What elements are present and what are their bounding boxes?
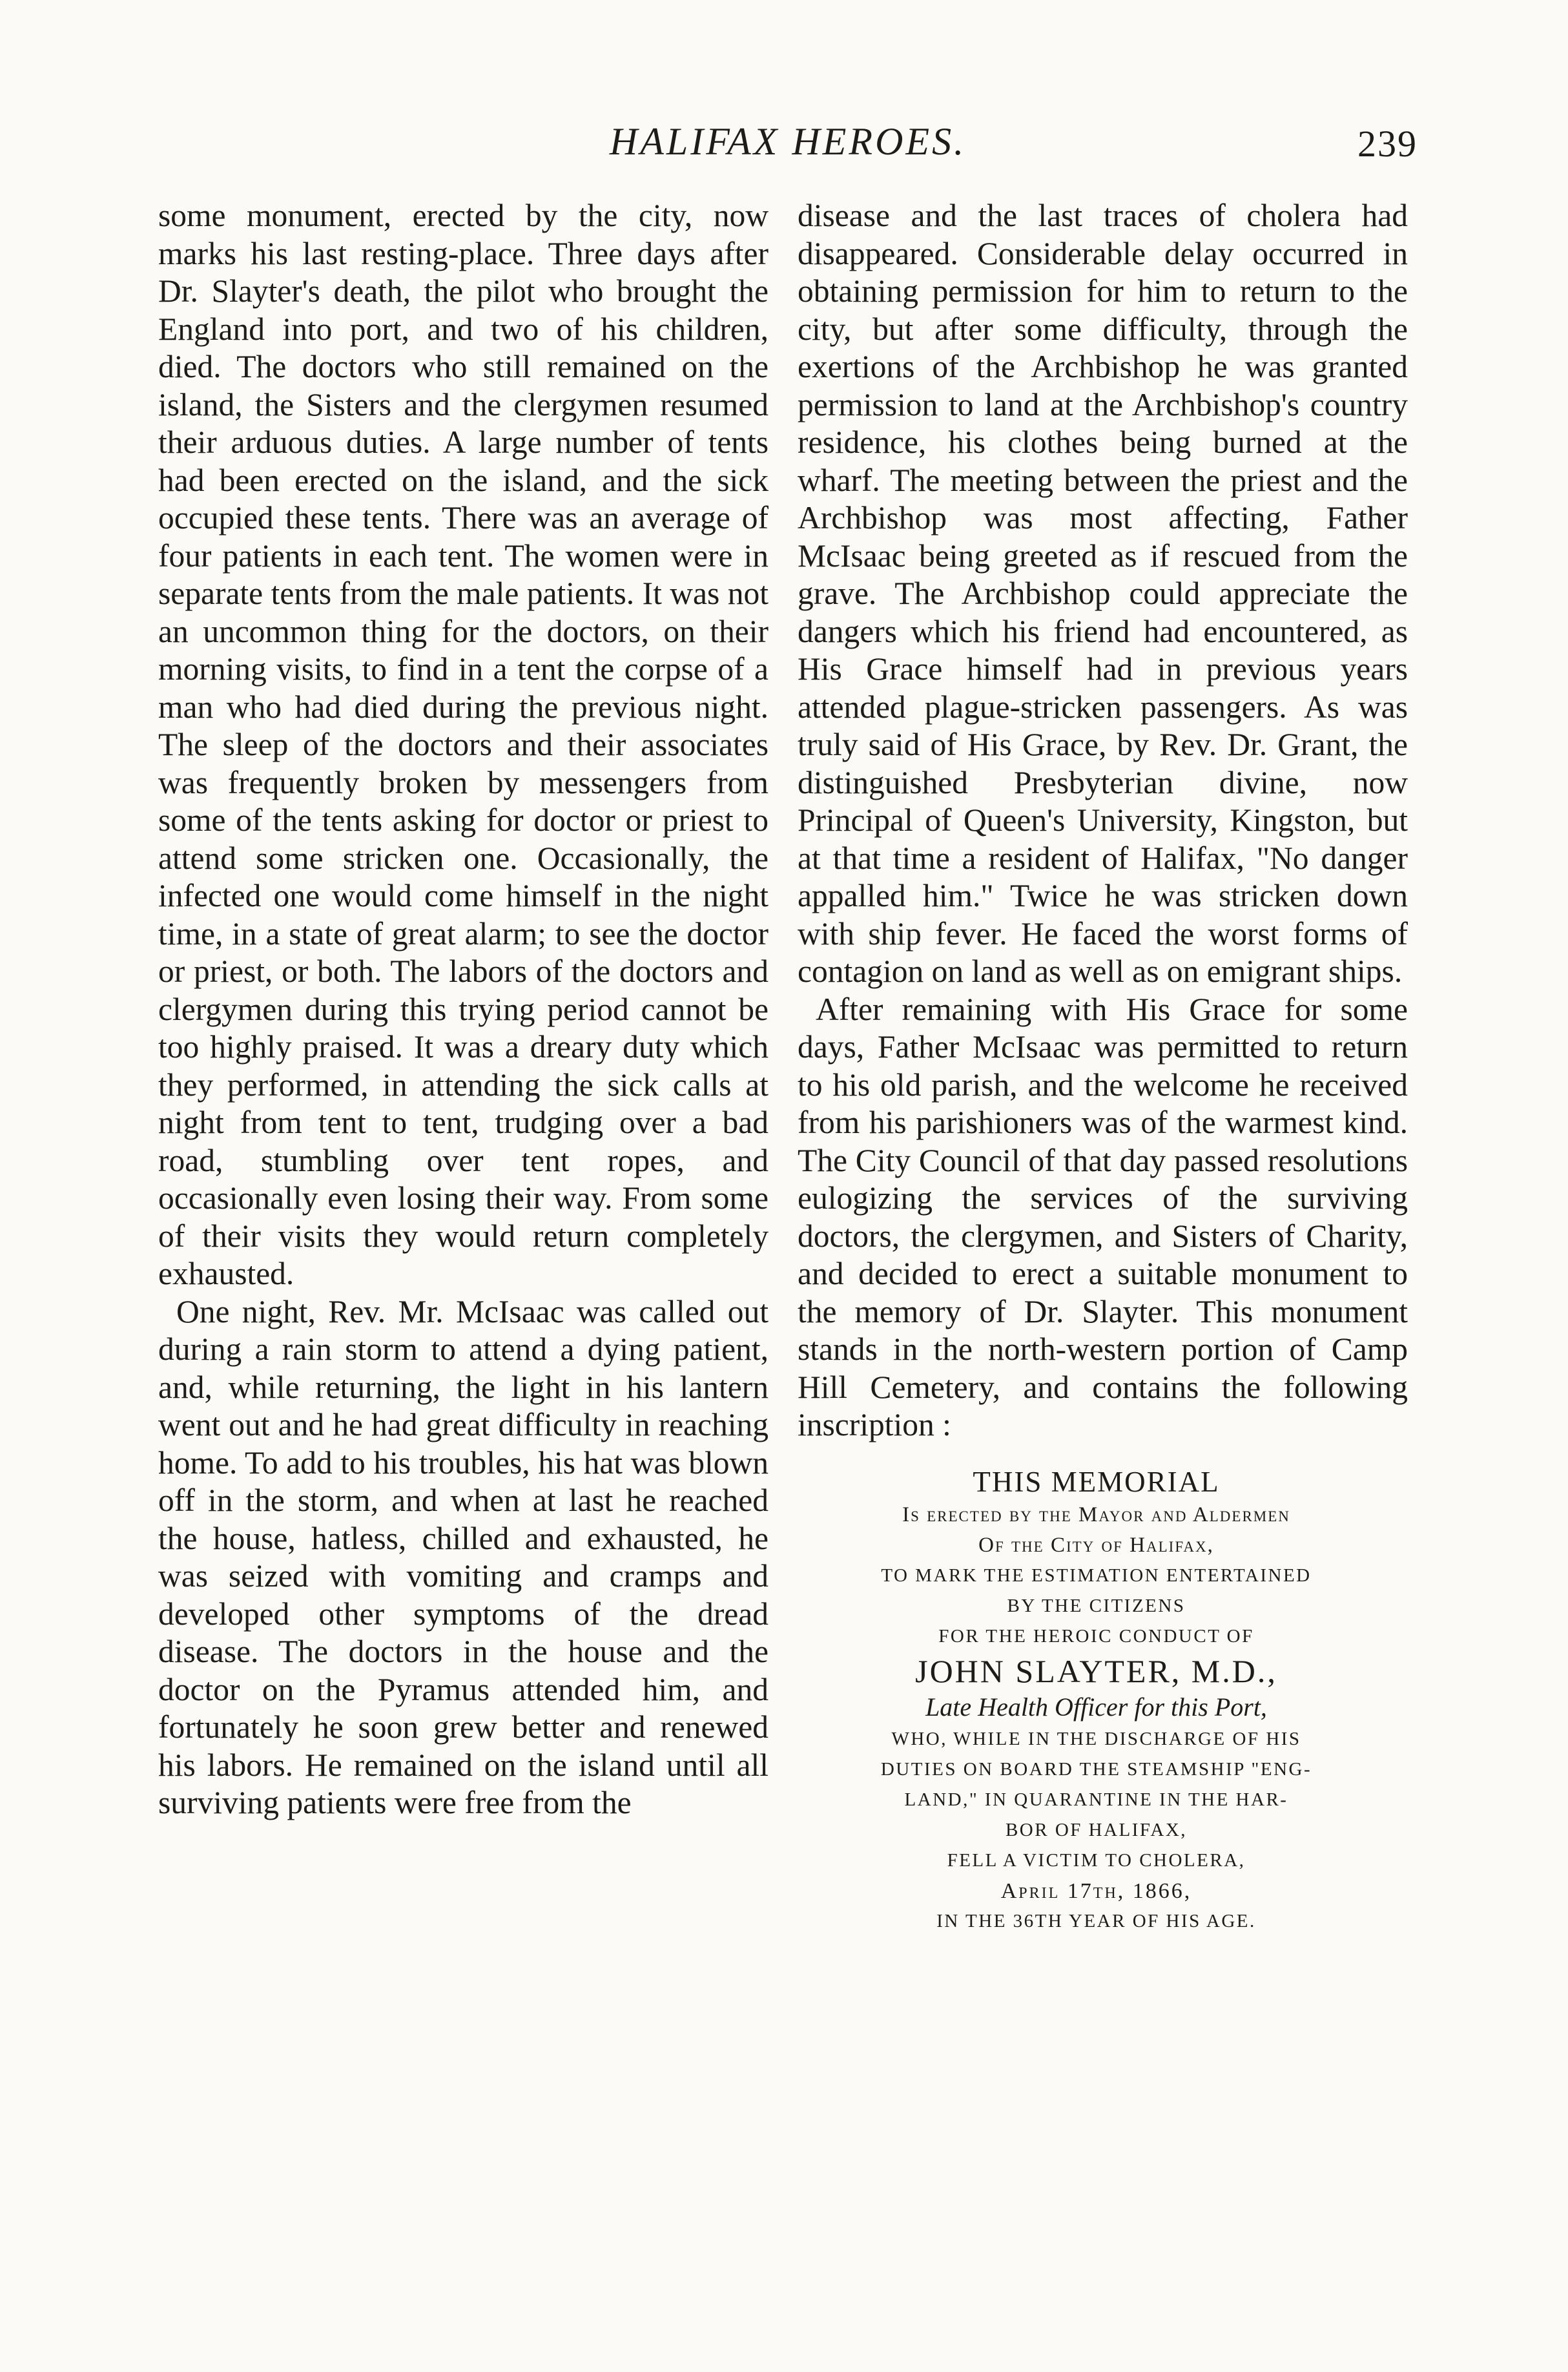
paragraph: After remaining with His Grace for some days, Father McIsaac was permitted to return to his old parish, and the welcome he received from his parishioners was of the warmest kind. The City Council of that day passed resolutions eulogizing the services of the surviving doctors, the clergymen, and Sisters of Charity, and decided to erect a suitable monument to the memory of Dr. Slayter. This monument stands in the north-western portion of Camp Hill Cemetery, and contains the following inscription : [798,991,1408,1442]
page-header [158,120,1418,171]
inscription-line: WHO, WHILE IN THE DISCHARGE OF HIS [891,1728,1301,1749]
paragraph: disease and the last traces of cholera had disappeared. Considerable delay occurred in obtaining permission for him to return to the city, but after some difficulty, through the exertions of the Archbishop he was granted permission to land at the Archbishop's country residence, his clothes being burned at the wharf. The meeting between the priest and the Archbishop was most affecting, Father McIsaac being greeted as if rescued from the grave. The Archbishop could appreciate the dangers which his friend had encountered, as His Grace himself had in previous years attended plague-stricken passengers. As was truly said of His Grace, by Rev. Dr. Grant, the distinguished Presbyterian divine, now Principal of Queen's University, Kingston, but at that time a resident of Halifax, "No danger appalled him." Twice he was stricken down with ship fever. He faced the worst forms of contagion on land as well as on emigrant ships. [798,198,1408,989]
inscription-line: Of the City of Halifax, [978,1533,1214,1557]
paragraph: some monument, erected by the city, now marks his last resting-place. Three days after Dr. Slayter's death, the pilot who brought the England into port, and two of his children, died. The doctors who still remained on the island, the Sisters and the clergymen resumed their arduous duties. A large number of tents had been erected on the island, and the sick occupied these tents. There was an average of four patients in each tent. The women were in separate tents from the male patients. It was not an uncommon thing for the doctors, on their morning visits, to find in a tent the corpse of a man who had died during the previous night. The sleep of the doctors and their associates was frequently broken by messengers from some of the tents asking for doctor or priest to attend some stricken one. Occasionally, the infected one would come himself in the night time, in a state of great alarm; to see the doctor or priest, or both. The labors of the doctors and clergymen during this trying period cannot be too highly praised. It was a dreary duty which they performed, in attending the sick calls at night from tent to tent, trudging over a bad road, stumbling over tent ropes, and occasionally even losing their way. From some of their visits they would return completely exhausted. [158,198,769,1291]
inscription-line: Late Health Officer for this Port, [925,1692,1267,1722]
inscription-heading: THIS MEMORIAL [973,1465,1220,1498]
running-title: HALIFAX HEROES. [609,120,967,163]
inscription-line: LAND," IN QUARANTINE IN THE HAR- [904,1789,1288,1810]
page-number: 239 [1357,123,1418,165]
left-column [158,197,769,1822]
inscription-line: IN THE 36TH YEAR OF HIS AGE. [936,1910,1256,1931]
inscription-line: BY THE CITIZENS [1007,1595,1186,1616]
inscription-line: FELL A VICTIM TO CHOLERA, [947,1849,1246,1871]
paragraph: One night, Rev. Mr. McIsaac was called out during a rain storm to attend a dying patient, and, while returning, the light in his lantern went out and he had great difficulty in reaching home. To add to his troubles, his hat was blown off in the storm, and when at last he reached the house, hatless, chilled and exhausted, he was seized with vomiting and cramps and developed other symptoms of the dread disease. The doctors in the house and the doctor on the Pyramus attended him, and fortunately he soon grew better and renewed his labors. He remained on the island until all surviving patients were free from the [158,1293,769,1820]
right-column [798,197,1408,1937]
inscription-date: April 17th, 1866, [1000,1878,1192,1903]
inscription-line: FOR THE HEROIC CONDUCT OF [938,1625,1254,1647]
inscription-line: Is erected by the Mayor and Aldermen [902,1503,1290,1526]
inscription-line: TO MARK THE ESTIMATION ENTERTAINED [881,1565,1312,1586]
inscription-name: JOHN SLAYTER, M.D., [915,1652,1277,1689]
inscription-line: BOR OF HALIFAX, [1005,1819,1188,1840]
inscription-line: DUTIES ON BOARD THE STEAMSHIP "ENG- [880,1758,1312,1780]
memorial-inscription [798,1464,1408,1937]
